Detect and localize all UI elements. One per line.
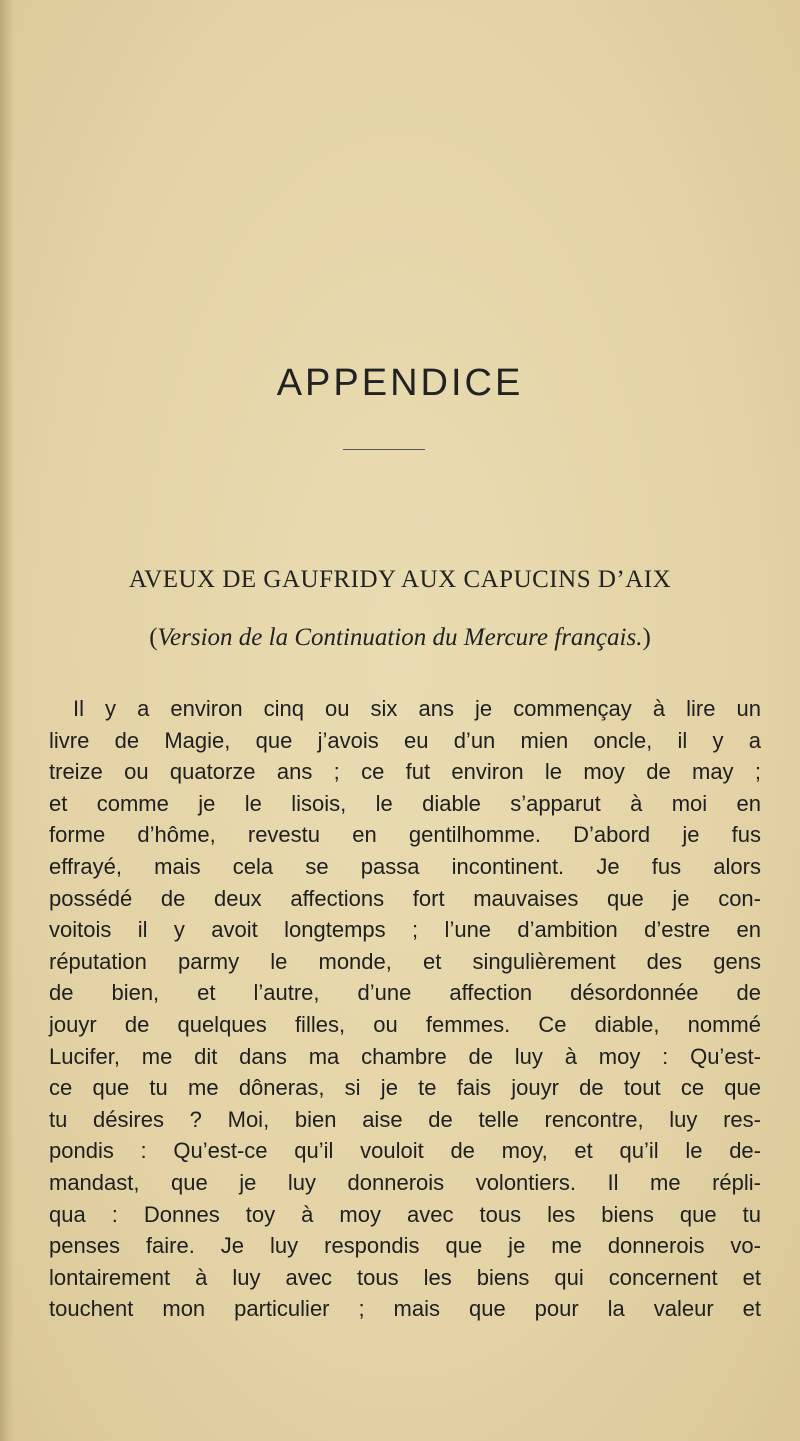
paragraph-line: possédé de deux affections fort mauvaises que je con-	[49, 885, 761, 911]
paragraph-line: lontairement à luy avec tous les biens qui concernent et	[49, 1264, 761, 1290]
paragraph-line: jouyr de quelques filles, ou femmes. Ce diable, nommé	[49, 1011, 761, 1037]
paragraph-line: livre de Magie, que j’avois eu d’un mien oncle, il y a	[49, 727, 761, 753]
paragraph-line: mandast, que je luy donnerois volontiers. Il me répli-	[49, 1169, 761, 1195]
paragraph-line: voitois il y avoit longtemps ; l’une d’ambition d’estre en	[49, 917, 761, 943]
paragraph-line: treize ou quatorze ans ; ce fut environ le moy de may ;	[49, 759, 761, 785]
paragraph-line: penses faire. Je luy respondis que je me donnerois vo-	[49, 1233, 761, 1259]
section-title: AVEUX DE GAUFRIDY AUX CAPUCINS D’AIX	[128, 566, 672, 593]
paragraph-line: touchent mon particulier ; mais que pour la valeur et	[49, 1296, 761, 1322]
paragraph-line: tu désires ? Moi, bien aise de telle rencontre, luy res-	[49, 1106, 761, 1132]
source-open-paren: (	[149, 624, 158, 651]
source-text: Version de la Continuation du Mercure français.	[157, 624, 643, 651]
body-paragraph	[49, 693, 761, 1325]
paragraph-line: pondis : Qu’est-ce qu’il vouloit de moy, et qu’il le de-	[49, 1138, 761, 1164]
page-binding-edge	[0, 0, 14, 1441]
paragraph-line: réputation parmy le monde, et singulièrement des gens	[49, 948, 761, 974]
paragraph-line: effrayé, mais cela se passa incontinent. Je fus alors	[49, 853, 761, 879]
paragraph-line: forme d’hôme, revestu en gentilhomme. D’abord je fus	[49, 822, 761, 848]
source-close-paren: )	[642, 624, 651, 651]
page-heading: APPENDICE	[276, 362, 524, 404]
paragraph-line: Lucifer, me dit dans ma chambre de luy à moy : Qu’est-	[49, 1043, 761, 1069]
paragraph-line: Il y a environ cinq ou six ans je commençay à lire un	[73, 696, 761, 721]
paragraph-line: de bien, et l’autre, d’une affection désordonnée de	[49, 980, 761, 1006]
paragraph-line: et comme je le lisois, le diable s’apparut à moi en	[49, 790, 761, 816]
heading-divider	[343, 449, 425, 450]
paragraph-line: qua : Donnes toy à moy avec tous les biens que tu	[49, 1201, 761, 1227]
source-note	[0, 624, 800, 652]
paragraph-line: ce que tu me dôneras, si je te fais jouyr de tout ce que	[49, 1075, 761, 1101]
